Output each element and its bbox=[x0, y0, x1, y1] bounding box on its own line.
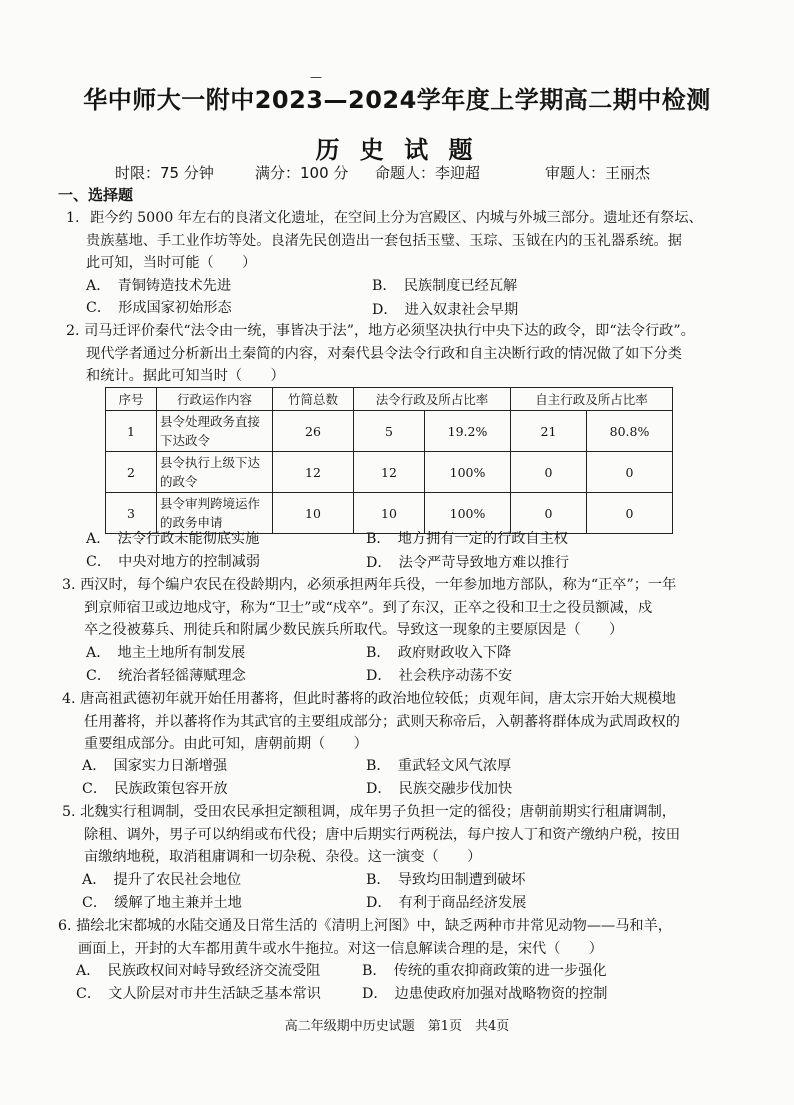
stem-line: 此可知，当时可能（ ） bbox=[86, 255, 257, 271]
exam-title: 华中师大一附中2023—2024学年度上学期高二期中检测 bbox=[83, 86, 711, 114]
stem-line: 西汉时，每个编户农民在役龄期内，必须承担两年兵役，一年参加地方部队，称为“正卒”；一年 bbox=[80, 577, 677, 593]
question-5 bbox=[62, 801, 762, 869]
question-number: 4. bbox=[62, 691, 76, 707]
table-cell: 2 bbox=[106, 452, 157, 493]
table-cell: 19.2% bbox=[425, 411, 511, 452]
option-a: A． 法令行政未能彻底实施 bbox=[86, 531, 260, 547]
stem-line: 画面上，开封的大车都用黄牛或水牛拖拉。对这一信息解读合理的是，宋代（ ） bbox=[78, 940, 603, 957]
question-4 bbox=[62, 688, 762, 756]
table-cell: 80.8% bbox=[587, 411, 673, 452]
question-author: 命题人：李迎超 bbox=[375, 164, 481, 182]
table-cell: 10 bbox=[273, 493, 354, 534]
table-cell: 12 bbox=[273, 452, 354, 493]
table-cell: 1 bbox=[106, 411, 157, 452]
option-d: D． 社会秩序动荡不安 bbox=[366, 668, 513, 684]
option-d: D． 有利于商品经济发展 bbox=[366, 895, 527, 911]
option-b: B． 民族制度已经瓦解 bbox=[372, 278, 518, 294]
page-footer: 高二年级期中历史试题 第1页 共4页 bbox=[284, 1019, 510, 1034]
table-cell: 县令执行上级下达的政令 bbox=[157, 452, 273, 493]
table-cell: 县令处理政务直接下达政令 bbox=[157, 411, 273, 452]
table-cell: 3 bbox=[106, 493, 157, 534]
question-2 bbox=[66, 320, 756, 388]
question-number: 6. bbox=[58, 918, 72, 934]
q2-statistics-table bbox=[105, 387, 673, 534]
option-c: C． 统治者轻徭薄赋理念 bbox=[86, 668, 246, 684]
option-b: B． 传统的重农抑商政策的进一步强化 bbox=[362, 963, 607, 979]
stem-line: 亩缴纳地税，取消租庸调和一切杂税、杂役。这一演变（ ） bbox=[84, 849, 482, 865]
stem-line: 和统计。据此可知当时（ ） bbox=[86, 368, 285, 384]
option-a: A． 民族政权间对峙导致经济交流受阻 bbox=[76, 963, 321, 979]
option-c: C． 形成国家初始形态 bbox=[86, 300, 232, 316]
stem-line: 重要组成部分。由此可知，唐朝前期（ ） bbox=[84, 736, 368, 752]
option-c: C． 民族政策包容开放 bbox=[82, 781, 228, 797]
question-stem bbox=[66, 207, 746, 230]
option-b: B． 政府财政收入下降 bbox=[366, 645, 512, 661]
table-row bbox=[106, 411, 673, 452]
option-d: D． 边患使政府加强对战略物资的控制 bbox=[362, 986, 608, 1002]
table-cell: 0 bbox=[511, 452, 587, 493]
table-header: 序号 bbox=[106, 388, 157, 411]
question-number: 2. bbox=[66, 323, 80, 339]
table-cell: 12 bbox=[354, 452, 425, 493]
table-header: 竹简总数 bbox=[273, 388, 354, 411]
table-header: 行政运作内容 bbox=[157, 388, 273, 411]
option-a: A． 国家实力日渐增强 bbox=[82, 758, 228, 774]
stem-line: 描绘北宋都城的水陆交通及日常生活的《清明上河图》中，缺乏两种市井常见动物——马和羊， bbox=[76, 918, 672, 934]
table-cell: 100% bbox=[425, 452, 511, 493]
stem-line: 到京师宿卫或边地戍守，称为“卫士”或“戍卒”。到了东汉，正卒之役和卫士之役员额减，戍 bbox=[84, 599, 653, 616]
question-6 bbox=[58, 915, 758, 960]
stem-line: 司马迁评价秦代“法令由一统，事皆决于法”，地方必须坚决执行中央下达的政令，即“法令行政”。 bbox=[84, 323, 695, 339]
option-b: B． 重武轻文风气浓厚 bbox=[366, 758, 512, 774]
stem-line: 现代学者通过分析新出土秦简的内容，对秦代县令法令行政和自主决断行政的情况做了如下分类 bbox=[86, 345, 682, 362]
question-1 bbox=[66, 207, 746, 275]
table-cell: 0 bbox=[587, 452, 673, 493]
option-b: B． 导致均田制遭到破坏 bbox=[366, 872, 526, 888]
option-c: C． 文人阶层对市井生活缺乏基本常识 bbox=[76, 986, 321, 1002]
stem-line: 除租、调外，男子可以纳绢或布代役；唐中后期实行两税法，每户按人丁和资产缴纳户税，按田 bbox=[84, 826, 680, 843]
stem-line: 距今约 5000 年左右的良渚文化遗址，在空间上分为宫殿区、内城与外城三部分。遗址还有祭坛、 bbox=[90, 210, 703, 226]
scan-mark: — bbox=[310, 70, 322, 84]
question-number: 1. bbox=[66, 210, 80, 226]
stem-line: 贵族墓地、手工业作坊等处。良渚先民创造出一套包括玉璧、玉琮、玉钺在内的玉礼器系统。据 bbox=[86, 232, 682, 249]
question-stem bbox=[62, 801, 762, 824]
stem-line: 唐高祖武德初年就开始任用蕃将，但此时蕃将的政治地位较低；贞观年间，唐太宗开始大规模地 bbox=[80, 691, 676, 707]
stem-line: 卒之役被募兵、刑徒兵和附属少数民族兵所取代。导致这一现象的主要原因是（ ） bbox=[84, 622, 624, 638]
table-cell: 10 bbox=[354, 493, 425, 534]
question-stem bbox=[62, 574, 762, 597]
question-number: 5. bbox=[62, 804, 76, 820]
table-cell: 100% bbox=[425, 493, 511, 534]
question-reviewer: 审题人：王丽杰 bbox=[545, 164, 651, 182]
question-3 bbox=[62, 574, 762, 642]
exam-subtitle: 历 史 试 题 bbox=[315, 136, 479, 164]
option-d: D． 民族交融步伐加快 bbox=[366, 781, 513, 797]
question-stem bbox=[58, 915, 758, 938]
full-score: 满分：100 分 bbox=[255, 164, 349, 182]
table-row bbox=[106, 452, 673, 493]
stem-line: 任用蕃将，并以蕃将作为其武官的主要组成部分；武则天称帝后，入朝蕃将群体成为武周政权的 bbox=[84, 713, 680, 730]
table-cell: 0 bbox=[511, 493, 587, 534]
option-c: C． 中央对地方的控制减弱 bbox=[86, 554, 261, 570]
table-header: 自主行政及所占比率 bbox=[511, 388, 673, 411]
option-d: D． 进入奴隶社会早期 bbox=[372, 302, 519, 318]
table-cell: 5 bbox=[354, 411, 425, 452]
option-a: A． 地主土地所有制发展 bbox=[86, 645, 246, 661]
stem-line: 北魏实行租调制，受田农民承担定额租调，成年男子负担一定的徭役；唐朝前期实行租庸调制， bbox=[80, 804, 676, 820]
time-limit: 时限：75 分钟 bbox=[115, 164, 214, 182]
option-a: A． 青铜铸造技术先进 bbox=[86, 278, 232, 294]
table-header-row bbox=[106, 388, 673, 411]
option-d: D． 法令严苛导致地方难以推行 bbox=[366, 555, 569, 571]
table-cell: 26 bbox=[273, 411, 354, 452]
option-b: B． 地方拥有一定的行政自主权 bbox=[366, 531, 568, 547]
option-c: C． 缓解了地主兼并土地 bbox=[82, 895, 242, 911]
table-cell: 0 bbox=[587, 493, 673, 534]
section-heading: 一、选择题 bbox=[58, 186, 134, 204]
option-a: A． 提升了农民社会地位 bbox=[82, 872, 242, 888]
question-number: 3. bbox=[62, 577, 76, 593]
table-cell: 县令审判跨境运作的政务申请 bbox=[157, 493, 273, 534]
table-header: 法令行政及所占比率 bbox=[354, 388, 511, 411]
table-cell: 21 bbox=[511, 411, 587, 452]
question-stem bbox=[62, 688, 762, 711]
question-stem bbox=[66, 320, 756, 343]
